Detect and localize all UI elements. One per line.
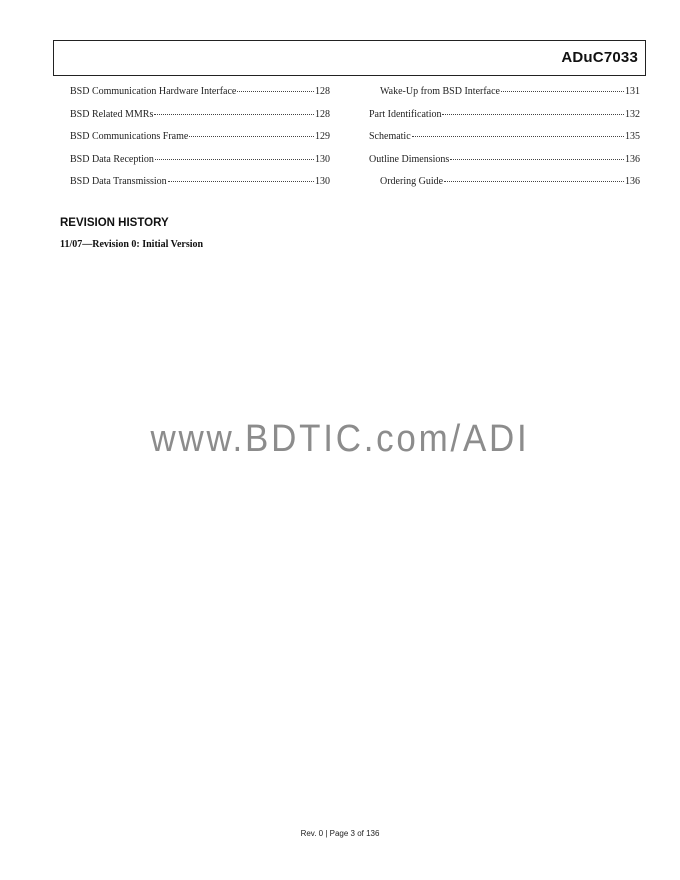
part-number: ADuC7033 xyxy=(561,49,638,66)
toc-entry-page: 128 xyxy=(315,108,330,120)
toc-leader-dots xyxy=(442,113,624,115)
toc-column-right xyxy=(369,86,640,199)
page-header xyxy=(53,40,646,76)
page-footer: Rev. 0 | Page 3 of 136 xyxy=(300,829,380,838)
toc-entry[interactable] xyxy=(369,131,640,154)
toc-leader-dots xyxy=(155,158,314,160)
toc-entry-page: 131 xyxy=(625,86,640,97)
toc-entry-page: 135 xyxy=(625,131,640,142)
toc-entry[interactable] xyxy=(59,154,330,177)
toc-entry-title: BSD Data Transmission xyxy=(70,176,167,187)
toc-entry-title: BSD Communications Frame xyxy=(70,131,189,142)
toc-entry-title: BSD Communication Hardware Interface xyxy=(70,86,237,97)
toc-column-left xyxy=(59,86,330,199)
toc-entry-page: 136 xyxy=(625,176,640,187)
toc-leader-dots xyxy=(189,135,314,137)
toc-entry-page: 129 xyxy=(315,131,330,142)
watermark-text: www.BDTIC.com/ADI xyxy=(150,418,530,460)
toc-entry-title: BSD Related MMRs xyxy=(70,108,154,120)
toc-entry-title: Wake-Up from BSD Interface xyxy=(380,86,500,97)
toc-entry[interactable] xyxy=(369,86,640,109)
toc-entry-title: Ordering Guide xyxy=(380,176,444,187)
revision-entry: 11/07—Revision 0: Initial Version xyxy=(60,239,204,250)
toc-entry-page: 132 xyxy=(625,108,640,120)
toc-entry-title: Schematic xyxy=(369,131,411,142)
toc-leader-dots xyxy=(444,180,624,182)
revision-history-heading: REVISION HISTORY xyxy=(60,217,169,229)
toc-leader-dots xyxy=(154,113,314,115)
toc-entry-page: 128 xyxy=(315,86,330,97)
toc-leader-dots xyxy=(450,158,624,160)
toc-entry[interactable] xyxy=(59,176,330,199)
toc-entry-title: Part Identification xyxy=(369,108,442,120)
toc-leader-dots xyxy=(412,135,624,137)
toc-entry[interactable] xyxy=(369,176,640,199)
toc-entry[interactable] xyxy=(59,86,330,109)
toc-entry-page: 130 xyxy=(315,176,330,187)
toc-leader-dots xyxy=(168,180,314,182)
toc-entry-page: 136 xyxy=(625,153,640,165)
toc-entry[interactable] xyxy=(369,154,640,177)
toc-entry[interactable] xyxy=(59,131,330,154)
toc-entry[interactable] xyxy=(59,109,330,132)
toc-entry-page: 130 xyxy=(315,153,330,165)
toc-entry[interactable] xyxy=(369,109,640,132)
toc-entry-title: BSD Data Reception xyxy=(70,153,154,165)
toc-leader-dots xyxy=(501,90,624,92)
toc-entry-title: Outline Dimensions xyxy=(369,153,450,165)
toc-leader-dots xyxy=(237,90,314,92)
